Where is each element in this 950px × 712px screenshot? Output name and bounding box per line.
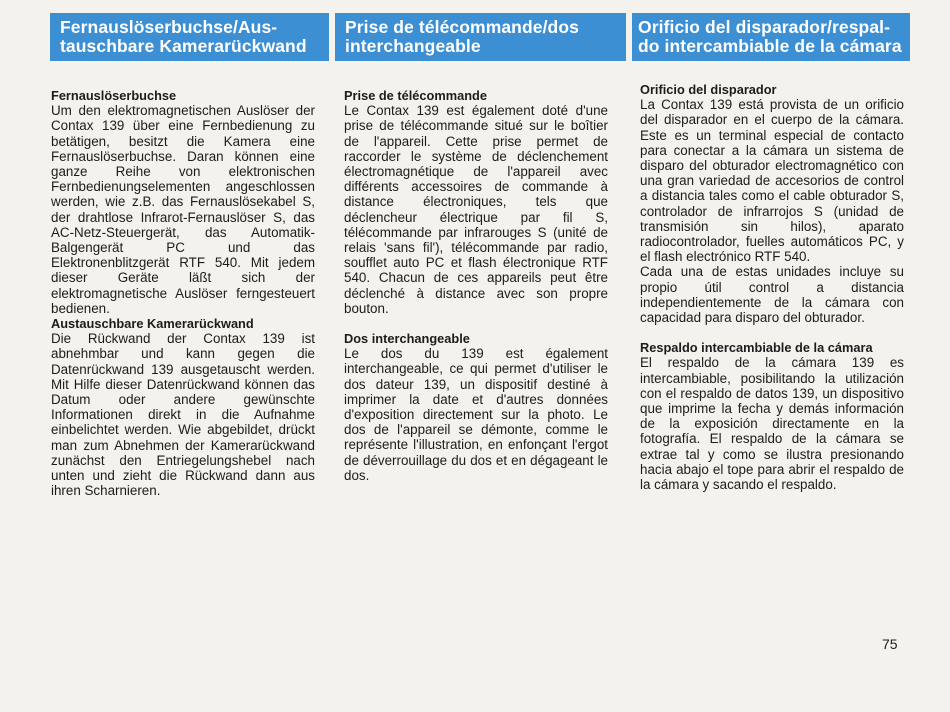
- french-section1-title: Prise de télécommande: [344, 88, 487, 103]
- spanish-section-gap: [640, 325, 904, 340]
- spanish-section2-text: El respaldo de la cámara 139 es intercambiable, posibilitando la utilización con el respaldo de datos 139, un dispositivo que imprime la fecha y demás información de la exposición directamente en la fotografía. El respaldo de la cámara se extrae tal y como se ilustra presionando hacia abajo el tope para abrir el respaldo de la cámara y sacando el respaldo.: [640, 355, 904, 493]
- spanish-section2-title: Respaldo intercambiable de la cámara: [640, 340, 873, 356]
- french-section2-text: Le dos du 139 est également interchangeable, ce qui permet d'utiliser le dos dateur 139, un dispositif destiné à imprimer la date et d'autres données d'exposition directement sur la photo. Le dos de l'appareil se démonte, comme le représente l'illustration, en enfonçant l'ergot de déverrouillage du dos et en dégageant le dos.: [344, 346, 608, 483]
- french-header-line-2: interchangeable: [345, 36, 481, 56]
- german-header-line-2: tauschbare Kamerarückwand: [60, 36, 307, 56]
- spanish-section1-title: Orificio del disparador: [640, 82, 777, 97]
- german-section2-text: Die Rückwand der Contax 139 ist abnehmbar und kann gegen die Datenrückwand 139 ausgetauscht werden. Mit Hilfe dieser Datenrückwand können das Datum oder andere gewünschte Informationen direkt in die Aufnahme einbelichtet werden. Wie abgebildet, drückt man zum Abnehmen der Kamerarückwand zunächst den Entriegelungshebel nach unten und zieht die Rückwand dann aus ihren Scharnieren.: [51, 331, 315, 499]
- spanish-header-line-1: Orificio del disparador/respal-: [638, 17, 891, 37]
- spanish-header: [632, 13, 910, 61]
- german-section2-title: Austauschbare Kamerarückwand: [51, 316, 254, 332]
- french-section1-text: Le Contax 139 est également doté d'une prise de télécommande situé sur le boîtier de l'appareil. Cette prise permet de raccorder le système de déclenchement électromagnétique de l'appareil avec différents accessoires de commande à distance électroniques, tels que déclencheur électrique par fil S, télécommande par infrarouges S (unité de relais 'sans fil'), télécommande par radio, soufflet auto PC et flash électronique RTF 540. Chacun de ces appareils peut être déclenché à distance avec son propre bouton.: [344, 103, 608, 316]
- german-column: [51, 88, 315, 498]
- french-header-line-1: Prise de télécommande/dos: [345, 17, 579, 37]
- french-header: [335, 13, 626, 61]
- french-column: [344, 88, 608, 483]
- spanish-section1-text-2: Cada una de estas unidades incluye su propio útil control a distancia independientemente de la cámara con capacidad para disparo del obturador.: [640, 264, 904, 326]
- french-section2-title: Dos interchangeable: [344, 331, 470, 347]
- german-header: [50, 13, 329, 61]
- page-number: 75: [882, 636, 898, 652]
- spanish-column: [640, 82, 904, 492]
- german-section1-text: Um den elektromagnetischen Auslöser der Contax 139 über eine Fernbedienung zu betätigen, besitzt die Kamera eine Fernauslöserbuchse. Daran können eine ganze Reihe von elektronischen Fernbedienungselementen angeschlossen werden, wie z.B. das Fernauslösekabel S, der drahtlose Infrarot-Fernauslöser S, das AC-Netz-Steuergerät, das Automatik-Balgengerät PC und das Elektronenblitzgerät RTF 540. Mit jedem dieser Geräte läßt sich der elektromagnetische Auslöser ferngesteuert bedienen.: [51, 103, 315, 316]
- spanish-header-line-2: do intercambiable de la cámara: [638, 36, 902, 56]
- german-section1-title: Fernauslöserbuchse: [51, 88, 177, 103]
- german-header-line-1: Fernauslöserbuchse/Aus-: [60, 17, 278, 37]
- french-section-gap: [344, 316, 608, 331]
- spanish-section1-text: La Contax 139 está provista de un orificio del disparador en el cuerpo de la cámara. Este es un terminal especial de contacto para conectar a la cámara un sistema de disparo del obturador electromagnético con una gran variedad de accesorios de control a distancia tales como el cable obturador S, controlador de infrarrojos S (unidad de transmisión sin hilos), aparato radiocontrolador, fuelles automáticos PC, y el flash electrónico RTF 540.: [640, 97, 904, 265]
